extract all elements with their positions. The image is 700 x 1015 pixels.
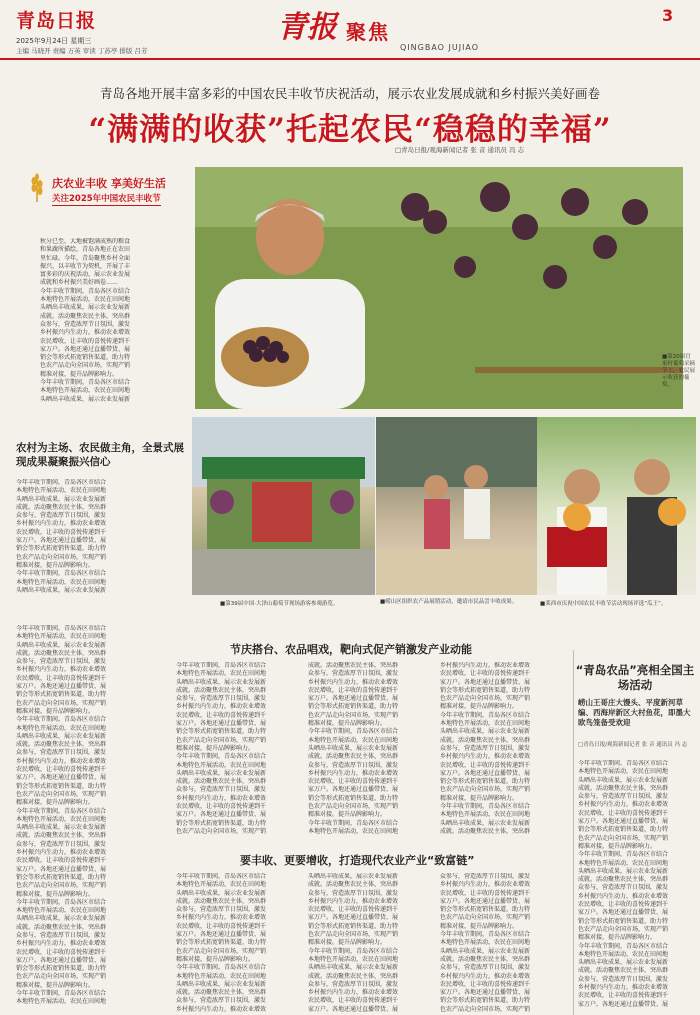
body-text: 今年丰收节期间，青岛各区市结合 本地特色开展活动，农民在田间地 头晒出丰收成果，展示农业发展新 成就。活动聚焦农民主体，突出群 众参与，营造浓厚节日氛围，激发 乡村振兴内生动力，推动农业增效 农民增收，让丰收的喜悦传递到千 家万户。各地还通过直播带货、展 销会等形式拓宽销售渠道，助力特 色农产品走向全国市场，实现产销 精准对接，提升品牌影响力。 今年丰收节期间，青岛各区市结合 本地特色开展活动，农民在田间地 头晒出丰收成果，展示农业发展新 成就。活动聚焦农民主体，突出群 众参与，营造浓厚节日氛围，激发 乡村振兴内生动力，推动农业增效 [176, 873, 267, 1013]
section-pinyin: QINGBAO JUJIAO [400, 43, 480, 52]
photo-caption: ■第20届宫家村葡萄采摘节上，农民展示收获的葡萄。 [662, 354, 696, 388]
body-text: 今年丰收节期间，青岛各区市结合 本地特色开展活动，农民在田间地 头晒出丰收成果，展示农业发展新 成就。活动聚焦农民主体，突出群 众参与，营造浓厚节日氛围，激发 乡村振兴内生动力，推动农业增效 农民增收，让丰收的喜悦传递到千 家万户。各地还通过直播带货、展 销会等形式拓宽销售渠道，助力特 色农产品走向全国市场，实现产销 精准对接，提升品牌影响力。 今年丰收节期间，青岛各区市结合 本地特色开展活动，农民在田间地 头晒出丰收成果，展示农业发展新 成就。活动聚焦农民主体，突出群 众参与，营造浓厚节日氛围，激发 乡村振兴内生动力，推动农业增效 农民增收，让丰收的喜悦传递到千 家万户。各地还通过直播带货、展 销会等形式拓宽销售渠道，助力特 色农产品走向全国市场，实现产销 [176, 662, 267, 835]
photo-caption: ■崂山区组织农产品展销活动，邀请市民品尝丰收成果。 [380, 599, 518, 605]
sidebar-headline: “青岛农品”亮相全国主场活动 [575, 663, 695, 692]
section-subheading: 要丰收、更要增收，打造现代农业产业“致富链” [240, 854, 475, 867]
body-text: 成就。活动聚焦农民主体，突出群 众参与，营造浓厚节日氛围，激发 乡村振兴内生动力，推动农业增效 农民增收，让丰收的喜悦传递到千 家万户。各地还通过直播带货、展 销会等形式拓宽销售渠道，助力特 色农产品走向全国市场，实现产销 精准对接，提升品牌影响力。 今年丰收节期间，青岛各区市结合 本地特色开展活动，农民在田间地 头晒出丰收成果，展示农业发展新 成就。活动聚焦农民主体，突出群 众参与，营造浓厚节日氛围，激发 乡村振兴内生动力，推动农业增效 农民增收，让丰收的喜悦传递到千 家万户。各地还通过直播带货、展 销会等形式拓宽销售渠道，助力特 色农产品走向全国市场，实现产销 精准对接，提升品牌影响力。 今年丰收节期间，青岛各区市结合 本地特色开展活动，农民在田间地 [308, 662, 399, 835]
main-headline: “满满的收获”托起农民“稳稳的幸福” [88, 112, 612, 148]
body-text: 今年丰收节期间，青岛各区市结合 本地特色开展活动，农民在田间地 头晒出丰收成果，展示农业发展新 成就。活动聚焦农民主体，突出群 众参与，营造浓厚节日氛围，激发 乡村振兴内生动力，推动农业增效 农民增收，让丰收的喜悦传递到千 家万户。各地还通过直播带货、展 销会等形式拓宽销售渠道，助力特 色农产品走向全国市场，实现产销 精准对接，提升品牌影响力。 今年丰收节期间，青岛各区市结合 本地特色开展活动，农民在田间地 头晒出丰收成果，展示农业发展新 [16, 479, 107, 594]
body-text: 乡村振兴内生动力，推动农业增效 农民增收，让丰收的喜悦传递到千 家万户。各地还通过直播带货、展 销会等形式拓宽销售渠道，助力特 色农产品走向全国市场，实现产销 精准对接，提升品牌影响力。 今年丰收节期间，青岛各区市结合 本地特色开展活动，农民在田间地 头晒出丰收成果，展示农业发展新 成就。活动聚焦农民主体，突出群 众参与，营造浓厚节日氛围，激发 乡村振兴内生动力，推动农业增效 农民增收，让丰收的喜悦传递到千 家万户。各地还通过直播带货、展 销会等形式拓宽销售渠道，助力特 色农产品走向全国市场，实现产销 精准对接，提升品牌影响力。 今年丰收节期间，青岛各区市结合 本地特色开展活动，农民在田间地 头晒出丰收成果，展示农业发展新 成就。活动聚焦农民主体，突出群 [440, 662, 531, 835]
body-text: 众参与，营造浓厚节日氛围，激发 乡村振兴内生动力，推动农业增效 农民增收，让丰收的喜悦传递到千 家万户。各地还通过直播带货、展 销会等形式拓宽销售渠道，助力特 色农产品走向全国市场，实现产销 精准对接，提升品牌影响力。 今年丰收节期间，青岛各区市结合 本地特色开展活动，农民在田间地 头晒出丰收成果，展示农业发展新 成就。活动聚焦农民主体，突出群 众参与，营造浓厚节日氛围，激发 乡村振兴内生动力，推动农业增效 农民增收，让丰收的喜悦传递到千 家万户。各地还通过直播带货、展 销会等形式拓宽销售渠道，助力特 色农产品走向全国市场，实现产销 [440, 873, 531, 1013]
column-subtitle: 关注2025年中国农民丰收节 [52, 194, 161, 204]
header-rule [0, 58, 700, 60]
kicker-headline: 青岛各地开展丰富多彩的中国农民丰收节庆祝活动，展示农业发展成就和乡村振兴美好画卷 [99, 86, 600, 101]
sidebar-byline: □青岛日报/观海新闻记者 张 音 通讯员 冯 志 [578, 742, 688, 748]
market-crowd-photo [376, 417, 537, 595]
column-title: 庆农业丰收 享美好生活 [52, 177, 166, 190]
byline: □青岛日报/观海新闻记者 张 音 通讯员 冯 志 [395, 146, 525, 154]
photo-caption: ■第39届中国·大泽山葡萄节现场游客参观游览。 [220, 601, 339, 607]
staff-line: 主编 马晓开 责编 万英 审读 丁苏亭 排版 吕芳 [16, 47, 148, 55]
sidebar-subheadline: 崂山王哥庄大馒头、平度新河草编、西海岸新区大村鱼花，即墨大欧鸟笼备受欢迎 [578, 698, 691, 727]
farmer-grape-photo [195, 167, 683, 409]
photo-caption: ■莱西市庆祝中国农民丰收节活动现场评选“瓜王”。 [540, 601, 667, 607]
section-subheading: 节庆搭台、农品唱戏，靶向式促产销激发产业动能 [230, 643, 472, 656]
intro-paragraph: 秋分已至，大地被饱满成熟的粮食 和果蔬所描绘，青岛各地正在农田 里忙碌。今年，青岛聚焦乡村全面 振兴，以丰收节为契机，开展了丰 富多彩的庆祝活动，展示农业发展 成就和乡村振兴美好画卷…… 今年丰收节期间，青岛各区市结合 本地特色开展活动，农民在田间地 头晒出丰收成果，展示农业发展新 成就。活动聚焦农民主体，突出群 众参与，营造浓厚节日氛围，激发 乡村振兴内生动力，推动农业增效 农民增收，让丰收的喜悦传递到千 家万户。各地还通过直播带货、展 销会等形式拓宽销售渠道，助力特 色农产品走向全国市场，实现产销 精准对接，提升品牌影响力。 今年丰收节期间，青岛各区市结合 本地特色开展活动，农民在田间地 头晒出丰收成果，展示农业发展新 [40, 238, 131, 402]
body-text: 头晒出丰收成果，展示农业发展新 成就。活动聚焦农民主体，突出群 众参与，营造浓厚节日氛围，激发 乡村振兴内生动力，推动农业增效 农民增收，让丰收的喜悦传递到千 家万户。各地还通过直播带货、展 销会等形式拓宽销售渠道，助力特 色农产品走向全国市场，实现产销 精准对接，提升品牌影响力。 今年丰收节期间，青岛各区市结合 本地特色开展活动，农民在田间地 头晒出丰收成果，展示农业发展新 成就。活动聚焦农民主体，突出群 众参与，营造浓厚节日氛围，激发 乡村振兴内生动力，推动农业增效 农民增收，让丰收的喜悦传递到千 家万户。各地还通过直播带货、展 [308, 873, 399, 1013]
body-text: 今年丰收节期间，青岛各区市结合 本地特色开展活动，农民在田间地 头晒出丰收成果，展示农业发展新 成就。活动聚焦农民主体，突出群 众参与，营造浓厚节日氛围，激发 乡村振兴内生动力，推动农业增效 农民增收，让丰收的喜悦传递到千 家万户。各地还通过直播带货、展 销会等形式拓宽销售渠道，助力特 色农产品走向全国市场，实现产销 精准对接，提升品牌影响力。 今年丰收节期间，青岛各区市结合 本地特色开展活动，农民在田间地 头晒出丰收成果，展示农业发展新 成就。活动聚焦农民主体，突出群 众参与，营造浓厚节日氛围，激发 乡村振兴内生动力，推动农业增效 农民增收，让丰收的喜悦传递到千 家万户。各地还通过直播带货、展 销会等形式拓宽销售渠道，助力特 色农产品走向全国市场，实现产销 精准对接，提升品牌影响力。 今年丰收节期间，青岛各区市结合 本地特色开展活动，农民在田间地 头晒出丰收成果，展示农业发展新 成就。活动聚焦农民主体，突出群 众参与，营造浓厚节日氛围，激发 乡村振兴内生动力，推动农业增效 农民增收，让丰收的喜悦传递到千 家万户。各地还通过直播带货、展 销会等形式拓宽销售渠道，助力特 色农产品走向全国市场，实现产销 精准对接，提升品牌影响力。 今年丰收节期间，青岛各区市结合 本地特色开展活动，农民在田间地 头晒出丰收成果，展示农业发展新 成就。活动聚焦农民主体，突出群 众参与，营造浓厚节日氛围，激发 乡村振兴内生动力，推动农业增效 农民增收，让丰收的喜悦传递到千 家万户。各地还通过直播带货、展 销会等形式拓宽销售渠道，助力特 色农产品走向全国市场，实现产销 精准对接，提升品牌影响力。 今年丰收节期间，青岛各区市结合 本地特色开展活动，农民在田间地 [16, 625, 107, 1006]
page-number: 3 [662, 6, 674, 25]
dateline: 2025年9月24日 星期三 [16, 37, 92, 45]
section-logo: 青报 [277, 10, 337, 45]
melon-king-photo [537, 417, 696, 595]
section-subheading: 农村为主场、农民做主角，全景式展现成果凝聚振兴信心 [16, 442, 184, 468]
grape-festival-photo [192, 417, 375, 595]
masthead-logo: 青岛日报 [16, 10, 97, 32]
sidebar-body-text: 今年丰收节期间，青岛各区市结合 本地特色开展活动，农民在田间地 头晒出丰收成果，展示农业发展新 成就。活动聚焦农民主体，突出群 众参与，营造浓厚节日氛围，激发 乡村振兴内生动力，推动农业增效 农民增收，让丰收的喜悦传递到千 家万户。各地还通过直播带货、展 销会等形式拓宽销售渠道，助力特 色农产品走向全国市场，实现产销 精准对接，提升品牌影响力。 今年丰收节期间，青岛各区市结合 本地特色开展活动，农民在田间地 头晒出丰收成果，展示农业发展新 成就。活动聚焦农民主体，突出群 众参与，营造浓厚节日氛围，激发 乡村振兴内生动力，推动农业增效 农民增收，让丰收的喜悦传递到千 家万户。各地还通过直播带货、展 销会等形式拓宽销售渠道，助力特 色农产品走向全国市场，实现产销 精准对接，提升品牌影响力。 今年丰收节期间，青岛各区市结合 本地特色开展活动，农民在田间地 头晒出丰收成果，展示农业发展新 成就。活动聚焦农民主体，突出群 众参与，营造浓厚节日氛围，激发 乡村振兴内生动力，推动农业增效 农民增收，让丰收的喜悦传递到千 家万户。各地还通过直播带货、展 [578, 760, 669, 1008]
column-divider [573, 650, 574, 1015]
section-name: 聚焦 [346, 20, 390, 44]
wheat-icon [26, 172, 48, 204]
